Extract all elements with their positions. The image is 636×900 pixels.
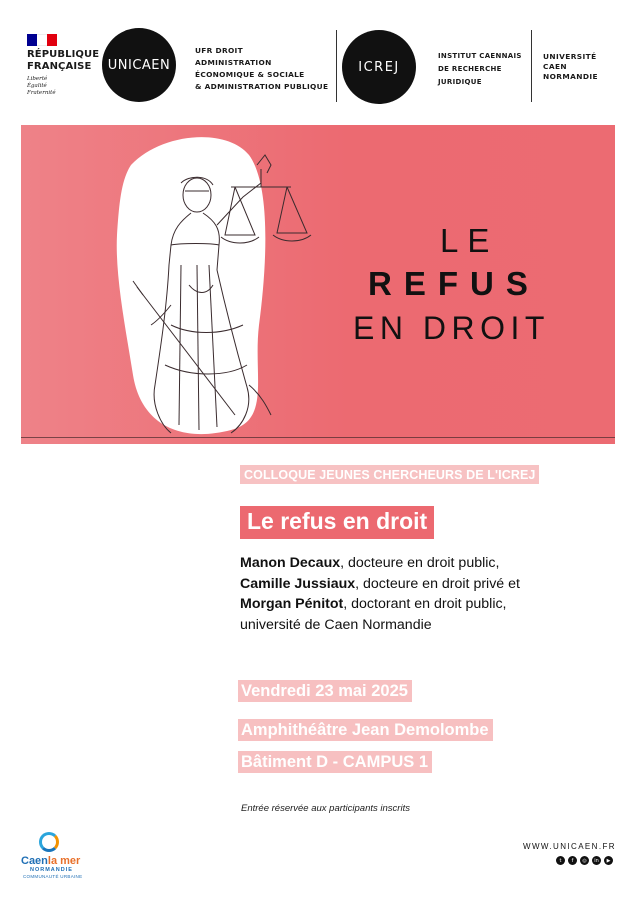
speakers-block [240, 553, 520, 635]
speaker-affiliation: université de Caen Normandie [240, 616, 432, 633]
header-divider [336, 30, 337, 102]
speaker-name: Morgan Pénitot [240, 596, 344, 612]
banner-title-le: LE [440, 222, 499, 259]
website-link[interactable]: WWW.UNICAEN.FR [523, 842, 616, 851]
social-links [556, 856, 613, 865]
icrej-logo [342, 30, 416, 104]
speaker-title: , docteure en droit privé et [355, 575, 520, 592]
twitter-icon[interactable]: t [556, 856, 565, 865]
youtube-icon[interactable]: ▶ [604, 856, 613, 865]
caen-word: Caen [21, 855, 48, 867]
speaker-title: , docteure en droit public, [340, 555, 500, 571]
motto-fraternite: Fraternité [27, 90, 56, 96]
unicaen-logo [102, 28, 176, 102]
unicaen-logo-text: UNICAEN [107, 57, 171, 73]
univ-line: UNIVERSITÉ [543, 52, 597, 61]
univ-line: NORMANDIE [543, 72, 598, 81]
registration-note: Entrée réservée aux participants inscrits [241, 803, 410, 814]
banner-title-refus: REFUS [368, 265, 540, 302]
caen-la-mer-logo-icon [39, 832, 59, 852]
event-place: Amphithéâtre Jean Demolombe [238, 719, 493, 741]
speaker-title: , doctorant en droit public, [343, 596, 507, 612]
universite-caen-normandie [543, 52, 598, 82]
instagram-icon[interactable]: ◎ [580, 856, 589, 865]
republique-motto [27, 76, 56, 97]
linkedin-icon[interactable]: in [592, 856, 601, 865]
event-date: Vendredi 23 mai 2025 [238, 680, 412, 702]
ufr-line: ADMINISTRATION [195, 58, 272, 67]
speaker-2 [240, 574, 520, 595]
ufr-line: & ADMINISTRATION PUBLIQUE [195, 82, 329, 91]
motto-egalite: Égalité [27, 83, 47, 89]
icrej-line: JURIDIQUE [438, 78, 482, 86]
banner-title-en-droit: EN DROIT [353, 310, 550, 346]
ufr-line: UFR DROIT [195, 46, 243, 55]
event-building: Bâtiment D - CAMPUS 1 [238, 751, 432, 773]
speaker-name: Manon Decaux [240, 555, 341, 571]
speaker-3 [240, 594, 520, 615]
ufr-line: ÉCONOMIQUE & SOCIALE [195, 70, 305, 79]
ufr-droit-name [195, 45, 328, 93]
speaker-1 [240, 553, 520, 574]
rf-name-line1: RÉPUBLIQUE [27, 49, 100, 60]
icrej-line: INSTITUT CAENNAIS [438, 52, 522, 60]
motto-liberte: Liberté [27, 76, 48, 82]
rf-name-line2: FRANÇAISE [27, 61, 92, 72]
caen-la-mer-name [21, 855, 80, 867]
la-mer-word: la mer [47, 855, 81, 867]
speaker-name: Camille Jussiaux [240, 575, 356, 592]
republique-francaise-name [27, 49, 99, 73]
univ-line: CAEN [543, 62, 567, 71]
icrej-name [438, 50, 522, 89]
event-series-label: COLLOQUE JEUNES CHERCHEURS DE L'ICREJ [240, 465, 539, 484]
caen-normandie-label: NORMANDIE [30, 867, 73, 873]
french-flag-icon [27, 34, 57, 46]
communaute-urbaine-label: COMMUNAUTÉ URBAINE [23, 874, 83, 879]
icrej-line: DE RECHERCHE [438, 65, 502, 73]
header-divider [531, 30, 532, 102]
event-title: Le refus en droit [240, 506, 434, 539]
facebook-icon[interactable]: f [568, 856, 577, 865]
icrej-logo-text: ICREJ [358, 59, 400, 75]
